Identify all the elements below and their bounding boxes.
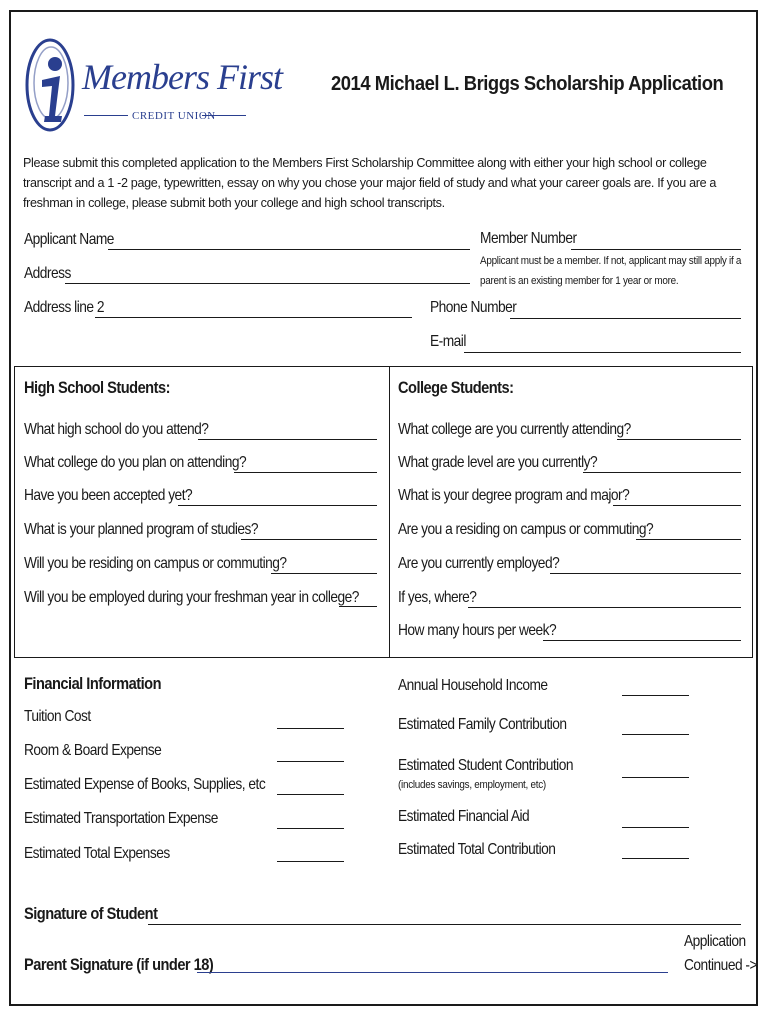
continued-line1: Application — [684, 933, 746, 950]
fin-right-4-field[interactable] — [622, 827, 689, 828]
email-label: E-mail — [430, 333, 466, 350]
applicant-name-label: Applicant Name — [24, 231, 114, 248]
hs-question-4: What is your planned program of studies? — [24, 521, 259, 538]
phone-label: Phone Number — [430, 299, 517, 316]
hs-question-2: What college do you plan on attending? — [24, 454, 247, 471]
hs-answer-1[interactable] — [198, 439, 377, 440]
college-question-3: What is your degree program and major? — [398, 487, 630, 504]
intro-text: Please submit this completed application to the Members First Scholarship Committee along with either your high school or college transcript and a 1 -2 page, typewritten, essay on why you chose your major field of study and what your career goals are. If you are a freshman in college, please submit both your college and high school transcripts. — [23, 156, 717, 210]
fin-left-2-field[interactable] — [277, 761, 344, 762]
hs-answer-6[interactable] — [339, 606, 377, 607]
address-field[interactable] — [65, 283, 470, 284]
fin-right-1: Annual Household Income — [398, 677, 548, 694]
email-field[interactable] — [464, 352, 741, 353]
fin-left-3: Estimated Expense of Books, Supplies, etc — [24, 776, 266, 793]
college-answer-3[interactable] — [613, 505, 741, 506]
fin-right-3: Estimated Student Contribution — [398, 757, 573, 774]
fin-left-3-field[interactable] — [277, 794, 344, 795]
hs-answer-4[interactable] — [241, 539, 377, 540]
logo-credit-union: CREDIT UNION — [132, 110, 216, 122]
student-signature-field[interactable] — [148, 924, 741, 925]
fin-left-5: Estimated Total Expenses — [24, 845, 170, 862]
fin-right-1-field[interactable] — [622, 695, 689, 696]
page-title: 2014 Michael L. Briggs Scholarship Application — [331, 73, 724, 95]
hs-question-3: Have you been accepted yet? — [24, 487, 193, 504]
phone-field[interactable] — [510, 318, 741, 319]
hs-answer-3[interactable] — [178, 505, 377, 506]
address-line2-label: Address line 2 — [24, 299, 104, 316]
fin-left-4-field[interactable] — [277, 828, 344, 829]
fin-left-4: Estimated Transportation Expense — [24, 810, 218, 827]
fin-right-3-field[interactable] — [622, 777, 689, 778]
address-line2-field[interactable] — [95, 317, 412, 318]
fin-right-4: Estimated Financial Aid — [398, 808, 530, 825]
college-answer-5[interactable] — [550, 573, 741, 574]
fin-left-2: Room & Board Expense — [24, 742, 162, 759]
college-answer-1[interactable] — [617, 439, 741, 440]
college-answer-2[interactable] — [583, 472, 741, 473]
college-answer-4[interactable] — [636, 539, 741, 540]
college-question-2: What grade level are you currently? — [398, 454, 598, 471]
students-box — [14, 366, 753, 658]
fin-right-5: Estimated Total Contribution — [398, 841, 556, 858]
hs-answer-5[interactable] — [271, 573, 377, 574]
logo-rule-right — [202, 115, 246, 116]
college-question-6: If yes, where? — [398, 589, 477, 606]
logo-name: Members First — [82, 57, 282, 97]
financial-heading: Financial Information — [24, 674, 162, 693]
applicant-name-field[interactable] — [108, 249, 470, 250]
continued-line2: Continued -> — [684, 957, 757, 974]
parent-signature-label: Parent Signature (if under 18) — [24, 955, 214, 974]
fin-right-2-field[interactable] — [622, 734, 689, 735]
fin-left-1: Tuition Cost — [24, 708, 91, 725]
hs-answer-2[interactable] — [234, 472, 377, 473]
fin-left-5-field[interactable] — [277, 861, 344, 862]
fin-right-2: Estimated Family Contribution — [398, 716, 567, 733]
hs-question-6: Will you be employed during your freshman year in college? — [24, 589, 359, 606]
fin-left-1-field[interactable] — [277, 728, 344, 729]
students-divider — [389, 366, 390, 658]
college-question-7: How many hours per week? — [398, 622, 557, 639]
college-question-5: Are you currently employed? — [398, 555, 560, 572]
hs-question-1: What high school do you attend? — [24, 421, 209, 438]
student-signature-label: Signature of Student — [24, 904, 158, 923]
member-number-label: Member Number — [480, 230, 577, 247]
college-answer-7[interactable] — [543, 640, 741, 641]
member-number-field[interactable] — [571, 249, 741, 250]
college-heading: College Students: — [398, 378, 514, 397]
logo-i-icon — [22, 36, 78, 134]
address-label: Address — [24, 265, 71, 282]
college-question-4: Are you a residing on campus or commuting? — [398, 521, 654, 538]
fin-right-3-note: (includes savings, employment, etc) — [398, 779, 546, 791]
college-question-1: What college are you currently attending? — [398, 421, 631, 438]
parent-signature-field[interactable] — [197, 972, 668, 973]
logo-rule-left — [84, 115, 128, 116]
member-note-line2: parent is an existing member for 1 year or more. — [480, 275, 679, 287]
college-answer-6[interactable] — [468, 607, 741, 608]
hs-question-5: Will you be residing on campus or commuting? — [24, 555, 287, 572]
fin-right-5-field[interactable] — [622, 858, 689, 859]
member-note-line1: Applicant must be a member. If not, applicant may still apply if a — [480, 255, 742, 267]
high-school-heading: High School Students: — [24, 378, 170, 397]
